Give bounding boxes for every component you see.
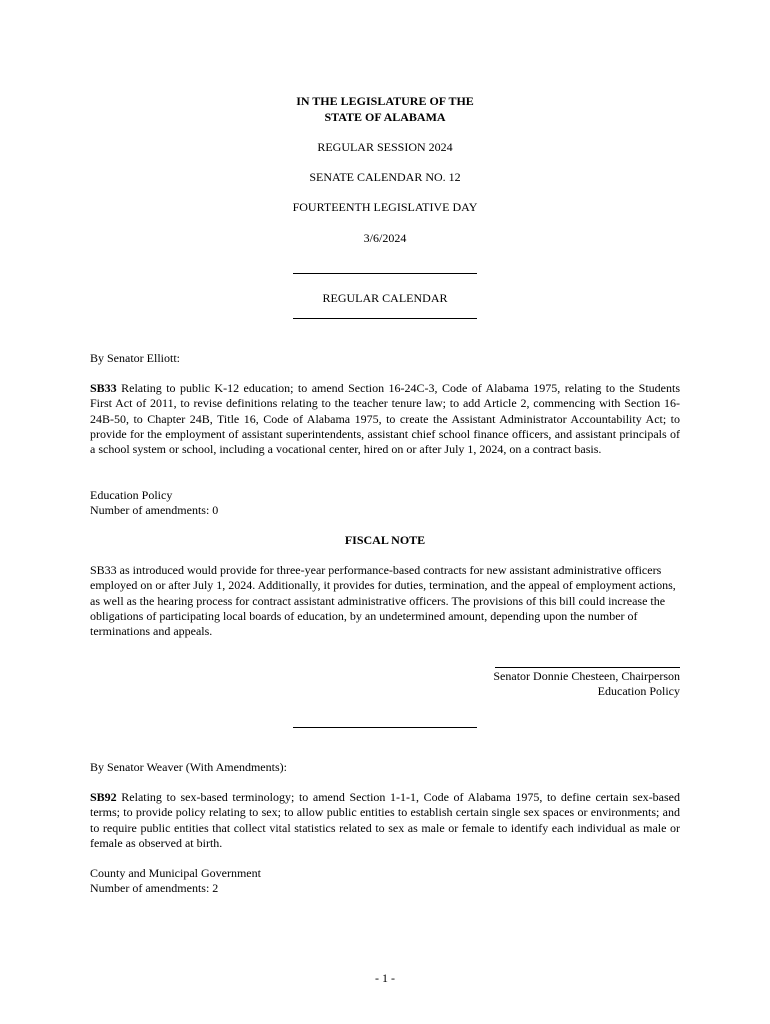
fiscal-note-title: FISCAL NOTE (344, 533, 426, 547)
signature-line (495, 667, 680, 668)
calendar-number: SENATE CALENDAR NO. 12 (309, 170, 461, 184)
sponsor-line: By Senator Elliott: (90, 351, 180, 365)
bill-entry (90, 790, 680, 851)
divider (293, 318, 477, 319)
bill-id: SB92 (90, 790, 117, 804)
signer-name: Senator Donnie Chesteen, Chairperson (493, 669, 680, 683)
amendments-count: Number of amendments: 2 (90, 881, 219, 895)
bill-description: Relating to public K-12 education; to amend Section 16-24C-3, Code of Alabama 1975, relating to the Students First Act of 2011, to revise definitions relating to the teacher tenure law; to add Article 2, commencing with Section 16-24B-50, to Chapter 24B, Title 16, Code of Alabama 1975, to create the Assistant Administrator Accountability Act; to provide for the employment of assistant superintendents, assistant chief school finance officers, and assistant principals of a school system or school, including a vocational center, hired on or after July 1, 2024, on a contract basis. (90, 381, 680, 457)
signer-committee: Education Policy (597, 684, 680, 698)
amendments-count: Number of amendments: 0 (90, 503, 219, 517)
committee-name: County and Municipal Government (90, 866, 261, 880)
bill-id: SB33 (90, 381, 117, 395)
sponsor-line: By Senator Weaver (With Amendments): (90, 760, 287, 774)
legislature-heading-line2: STATE OF ALABAMA (324, 110, 446, 124)
legislative-day: FOURTEENTH LEGISLATIVE DAY (292, 200, 478, 214)
fiscal-note-text: SB33 as introduced would provide for three-year performance-based contracts for new assistant administrative officers employed on or after July 1, 2024. Additionally, it provides for duties, termination, and the appeal of employment actions, as well as the hearing process for contract assistant administrative officers. The provisions of this bill could increase the obligations of participating local boards of education, by an undetermined amount, depending upon the number of terminations and appeals. (90, 563, 676, 639)
divider (293, 273, 477, 274)
session-title: REGULAR SESSION 2024 (317, 140, 453, 154)
bill-description: Relating to sex-based terminology; to amend Section 1-1-1, Code of Alabama 1975, to define certain sex-based terms; to provide policy relating to sex; to allow public entities to establish certain single sex spaces or environments; and to require public entities that collect vital statistics related to sex as male or female to identify each individual as male or female as observed at birth. (90, 790, 680, 850)
committee-name: Education Policy (90, 488, 173, 502)
legislature-heading-line1: IN THE LEGISLATURE OF THE (296, 94, 474, 108)
page-number: - 1 - (375, 971, 395, 985)
calendar-date: 3/6/2024 (363, 231, 407, 245)
divider (293, 727, 477, 728)
bill-entry (90, 381, 680, 457)
section-title: REGULAR CALENDAR (322, 291, 448, 305)
